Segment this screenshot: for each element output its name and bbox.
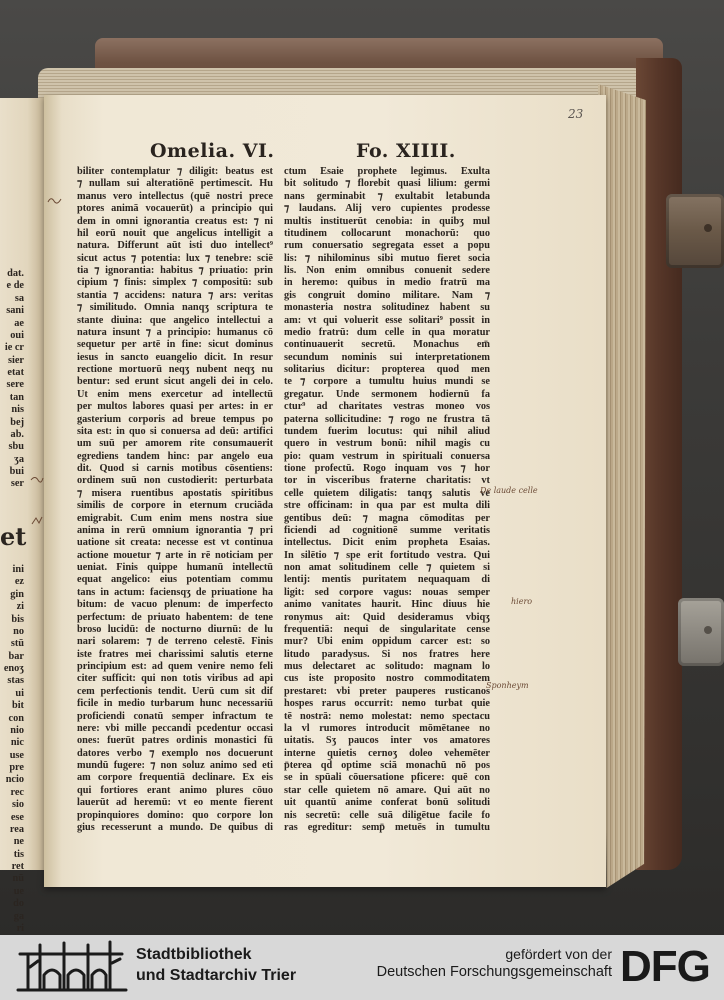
text-line: egrediens tandem hinc: par angelo eua [77,450,273,462]
text-line: continuauerit secretū. Monachus em̄ [284,339,490,351]
facing-page-fragment: bar [8,650,24,662]
text-line: in heremo: quibus in medio fratrū ma [284,277,490,289]
text-line: frequentiā: nequi de singularitate cense [284,623,490,635]
text-line: sequetur per artē in fine: sicut dominus [77,339,273,351]
marginal-note: Sponheym [486,681,529,690]
text-line: anima in rerū omnium ignorantia ⁊ pri [77,524,273,536]
text-line: uit quantū anime conferat bonū solitudi [284,797,490,809]
facing-page-fragment: bui [9,466,24,477]
text-line: nans germinabit ⁊ exultabit letabunda [284,190,490,202]
facing-page-fragment: ae [14,317,24,329]
marginal-note: hiero [511,597,533,606]
text-line: ⁊ nullam sui alteratiōnē pertimescit. Hu [77,178,273,190]
text-line: iste fratres mei charissimi salutis eterne [77,648,273,660]
text-line: prestaret: vbi preter pauperes rusticanos [284,685,490,697]
text-line: gregatur. Unde sermonem hodiernū fa [284,388,490,400]
text-line: ctur⁹ ad charitates vestras moneo vos [284,401,490,413]
institution-name-line1: Stadtbibliothek [136,946,252,963]
facing-page-fragment: sio [11,799,24,811]
text-line: ⁊ laudans. Alij vero cupientes prodesse [284,203,490,215]
facing-page-fragment: ser [10,478,24,490]
text-line: lauerūt ad heremū: vt eo mente fierent [77,797,273,809]
text-line: stante diuina: que angelico intellectui a [77,314,273,326]
text-line: bentur: sed erunt sicut angeli dei in celo. [77,376,273,388]
facing-page-fragment: bis [11,613,24,625]
facing-page-fragment: ri [16,922,24,934]
text-line: cem perfectionis tendit. Uerū cum sit dif [77,685,273,697]
text-line: mus delectaret ac solitudo: magnam lo [284,661,490,672]
facing-page-fragment: sani [6,305,24,317]
text-line: la vl rumores introducit mōmētanee no [284,722,490,734]
facing-page-fragment: ncio [5,774,24,786]
text-line: am corpore frequentiā declinare. Ex eis [77,772,273,784]
handwritten-folio-number: 23 [568,107,584,121]
text-line: perfectum: de priuato habentem: de tene [77,611,273,623]
text-line: equat angelico: eius potentiam commu [77,574,273,586]
text-line: manus vero intellectus (quē nostri prece [77,190,273,202]
text-line: medio fratrū: dum celle in qua moratur [284,326,490,338]
facing-page-fragment: pre [9,762,24,773]
text-line: intellectus. Dicit enim propheta Esaias. [284,537,490,549]
text-line: p̄terea qd̄ optime sciā monachū nō pos [284,760,490,771]
text-line: gentibus deū: ⁊ magna cōmoditas per [284,512,490,524]
text-line: hospes rarus occurrit: nemo turbat quie [284,698,490,710]
text-line: sicut actus ⁊ potentia: lux ⁊ tenebre: sciē [77,252,273,264]
text-line: lis: ⁊ nihilominus sibi mutuo fieret socia [284,252,490,264]
facing-page-fragment: ez [14,576,24,588]
text-line: ptores animā vocauerūt) a principio qui [77,203,273,215]
text-line: principium est: ad quem venire nemo feli [77,661,273,672]
text-line: celle quietem diligatis: tanqʒ salutis ve [284,487,490,499]
text-line: per multos labores quasi per artes: in er [77,401,273,413]
text-line: cus iste proposito nostro commoditatem [284,673,490,685]
text-line: gius recesserunt a mundo. De quibus di [77,821,273,833]
text-line: similis de corpore in eternum cruciāda [77,500,273,512]
facing-page-fragment: nū [12,873,24,885]
text-line: ⁊ similitudo. Omnia nanqʒ scriptura te [77,302,273,314]
facing-page-fragment: gin [10,588,24,600]
institution-name-line2: und Stadtarchiv Trier [136,967,297,984]
running-head-left: Omelia. VI. [150,140,275,162]
upper-clasp [666,194,724,268]
lower-clasp [678,598,724,666]
facing-page-fragment: rec [10,786,24,798]
text-line: uitatis. Sʒ paucos inter vos amatores [284,735,490,747]
text-line: stre officinam: in qua par est multa dili [284,500,490,512]
text-line: ⁊ misera ruentibus apostatis spiritibus [77,487,273,499]
text-line: ronymus ait: Quid desideramus vbiqʒ [284,611,490,623]
text-line: ones: fuerūt patres ordinis monastici fū [77,735,273,747]
facing-page-fragment: sa [14,292,24,304]
text-line: monasteria nostra solitudinez habent su [284,302,490,314]
facing-page-fragment: ne [13,836,24,848]
text-line: tē nostrā: nemo molestat: nemo spectacu [284,710,490,722]
facing-page-fragment: enoʒ [3,663,24,674]
text-column-left [77,166,273,834]
text-line: propinquiores domino: quo corpore lon [77,809,273,821]
dfg-logo: DFG [620,942,710,991]
marginal-note: De laude celle [480,486,538,495]
facing-page-fragment: bit [11,700,24,712]
facing-page-fragment: no [13,625,24,637]
facing-page-fragment: ui [15,687,24,699]
text-line: gis congruit domino militare. Nam ⁊ [284,289,490,301]
text-line: lis. Non enim omnibus conuenit sedere [284,265,490,276]
facing-page-fragment: zi [16,601,24,613]
text-line: natura insunt ⁊ a principio: humanus cō [77,326,273,338]
text-line: dem in omni ignorantia creatus est: ⁊ ni [77,215,273,227]
facing-page-fragment: tis [13,848,24,860]
facing-page-fragment: ini [12,564,24,575]
text-line: datores verbo ⁊ exemplo nos docuerunt [77,747,273,759]
funding-note-line1: gefördert von der [505,946,612,962]
text-line: se in spūali cōuersatione pficere: quē con [284,772,490,784]
text-line: sita est: in quo si conuersa ad deū: artifici [77,425,273,437]
text-line: tans in actum: faciensqʒ de priuatione ha [77,586,273,598]
text-line: In silētio ⁊ spe erit fortitudo vestra. Qui [284,549,490,561]
facing-page-fragment: dat. [7,268,24,279]
text-column-right [284,166,490,834]
text-line: cipium ⁊ finis: simplex ⁊ compositū: sub [77,277,273,289]
text-line: paterna sollicitudine: ⁊ rogo ne frustra tā [284,413,490,425]
text-line: star celle quietem nō amare. Qui aūt no [284,784,490,796]
text-line: tia ⁊ ignorantia: habitus ⁊ priuatio: prin [77,265,273,276]
clasp-pin [704,224,712,232]
text-line: tione profectū. Rogo inquam vos ⁊ hor [284,463,490,474]
text-line: dit. Quod si carnis motibus cōsentiens: [77,463,273,474]
text-line: ligit: sed corpore vagus: nouas semper [284,586,490,598]
facing-page-initial: et [0,522,27,551]
text-line: bitum: de vacuo plenum: de imperfecto [77,599,273,611]
funding-note-line2: Deutschen Forschungsgemeinschaft [376,964,612,980]
running-head-right: Fo. XIIII. [356,140,456,162]
facing-page-fragment: e de [6,280,24,292]
text-line: citer sufficit: qui non totis viribus ad api [77,673,273,685]
facing-page-fragment: nio [10,724,24,736]
ink-mark-icon [47,194,63,206]
text-line: nere: vbi mille peccandi pcedentur occasi [77,722,273,734]
text-line: hil eorū nouit que angelicus intelligit a [77,227,273,239]
facing-page-fragment: ie cr [4,342,24,354]
text-line: multis instituerūt cenobia: in quibʒ mul [284,215,490,227]
text-line: rectione mortuorū neqʒ nubent neqʒ nu [77,364,273,375]
ink-mark-icon [30,474,44,486]
text-line: gasterium corporis ad breue tempus po [77,413,273,425]
facing-page-fragment: con [8,712,24,724]
text-line: interne quietis cernoʒ doleo vehemēter [284,747,490,759]
text-line: am: vt qui voluerit esse solitari⁹ possit in [284,314,490,326]
text-line: ordinem suū non custodierit: perturbata [77,475,273,487]
facing-page-fragment: ga [13,910,24,922]
text-line: quero in vestrum bonū: nihil magis cu [284,438,490,450]
facing-page-fragment: ab. [10,428,24,440]
facing-page-fragment: ret [11,861,24,872]
text-line: non amat solitudinem celle ⁊ quietem si [284,562,490,573]
text-line: tundem fuerim locutus: qui nihil aliud [284,425,490,437]
facing-page-fragment: do [13,898,24,910]
facing-page-fragments-top [0,268,24,491]
text-line: mur? Ubi enim oppidum carcer est: so [284,636,490,648]
facing-page-fragment: sier [7,354,24,366]
facing-page-fragment: tan [9,391,24,403]
text-line: pio: quam vestrum in spirituali conuersa [284,450,490,462]
text-line: ctum Esaie prophete legimus. Exulta [284,166,490,177]
text-line: actione mouetur ⁊ arte in rē noticiam per [77,549,273,561]
text-line: ueniat. Finis quippe humanū intellectū [77,562,273,573]
facing-page-fragment: nis [11,404,24,416]
text-line: animo vanitates haurit. Hinc diuus hie [284,599,490,611]
text-line: proficiendi conatū semper infractum te [77,710,273,722]
text-line: titudinem collocarunt monachorū: quo [284,227,490,239]
text-line: Ut enim mens exercetur ad intellectū [77,388,273,400]
text-line: ras egreditur: semp̄ metuēs in tumultu [284,821,490,833]
text-line: rum conuersatio segregata esset a popu [284,240,490,252]
text-line: emigrabit. Cum enim mens nostra siue [77,512,273,524]
text-line: te ⁊ corpore a tumultu huius mundi se [284,376,490,388]
text-line: stantia ⁊ accidens: natura ⁊ ars: veritas [77,289,273,301]
text-line: iesus in sancto euangelio dicit. In resur [77,351,273,363]
facing-page-fragment: ese [10,811,24,823]
facing-page-fragment: sere [6,379,24,391]
text-line: uatione sit creata: necesse est vt continua [77,537,273,549]
facing-page-fragment: ue [13,885,24,897]
facing-page-fragment: sbu [8,441,24,453]
facing-page-fragment: etat [7,367,24,378]
facing-page-fragment: rea [9,823,24,835]
ink-mark-icon [30,515,44,527]
text-line: ficiendi ad cognitionē summe veritatis [284,524,490,536]
library-building-logo-icon [16,939,128,995]
text-line: mundū fugere: ⁊ non soluz animo sed eti [77,760,273,771]
text-line: nis secretū: celle suā diligētue facile fo [284,809,490,821]
facing-page-fragment: oui [10,329,24,341]
clasp-pin [704,626,712,634]
text-line: nari solarem: ⁊ de terreno celestē. Finis [77,636,273,648]
text-line: secundum nominis sui interpretationem [284,351,490,363]
facing-page-fragment: ʒa [14,453,24,465]
text-line: lentij: mentis puritatem nequaquam di [284,574,490,586]
text-line: bit solitudo ⁊ florebit quasi lilium: germi [284,178,490,190]
facing-page-fragments-bottom [0,564,24,935]
facing-page-fragment: nic [10,737,24,749]
footer-bar [0,935,724,1000]
text-line: tor in visceribus fraterne charitatis: vt [284,475,490,487]
facing-page-fragment: bej [10,416,24,428]
facing-page-fragment: stas [7,675,24,687]
text-line: um suū per amorem rite consumauerit [77,438,273,450]
facing-page-fragment: use [9,749,24,761]
text-line: qui fortiores erant animo plures cōuo [77,784,273,796]
text-line: ficile in medio turbarum hunc necessariū [77,698,273,710]
text-line: natura. Differunt aūt isti duo intellect⁹ [77,240,273,252]
facing-page-fragment: stū [10,638,24,650]
text-line: biliter contemplatur ⁊ diligit: beatus est [77,166,273,177]
text-line: litudo paradysus. Si nos fratres here [284,648,490,660]
text-line: solitarius dicitur: propterea quod men [284,364,490,375]
text-line: broso lucidū: de nocturno diurnū: de lu [77,623,273,635]
